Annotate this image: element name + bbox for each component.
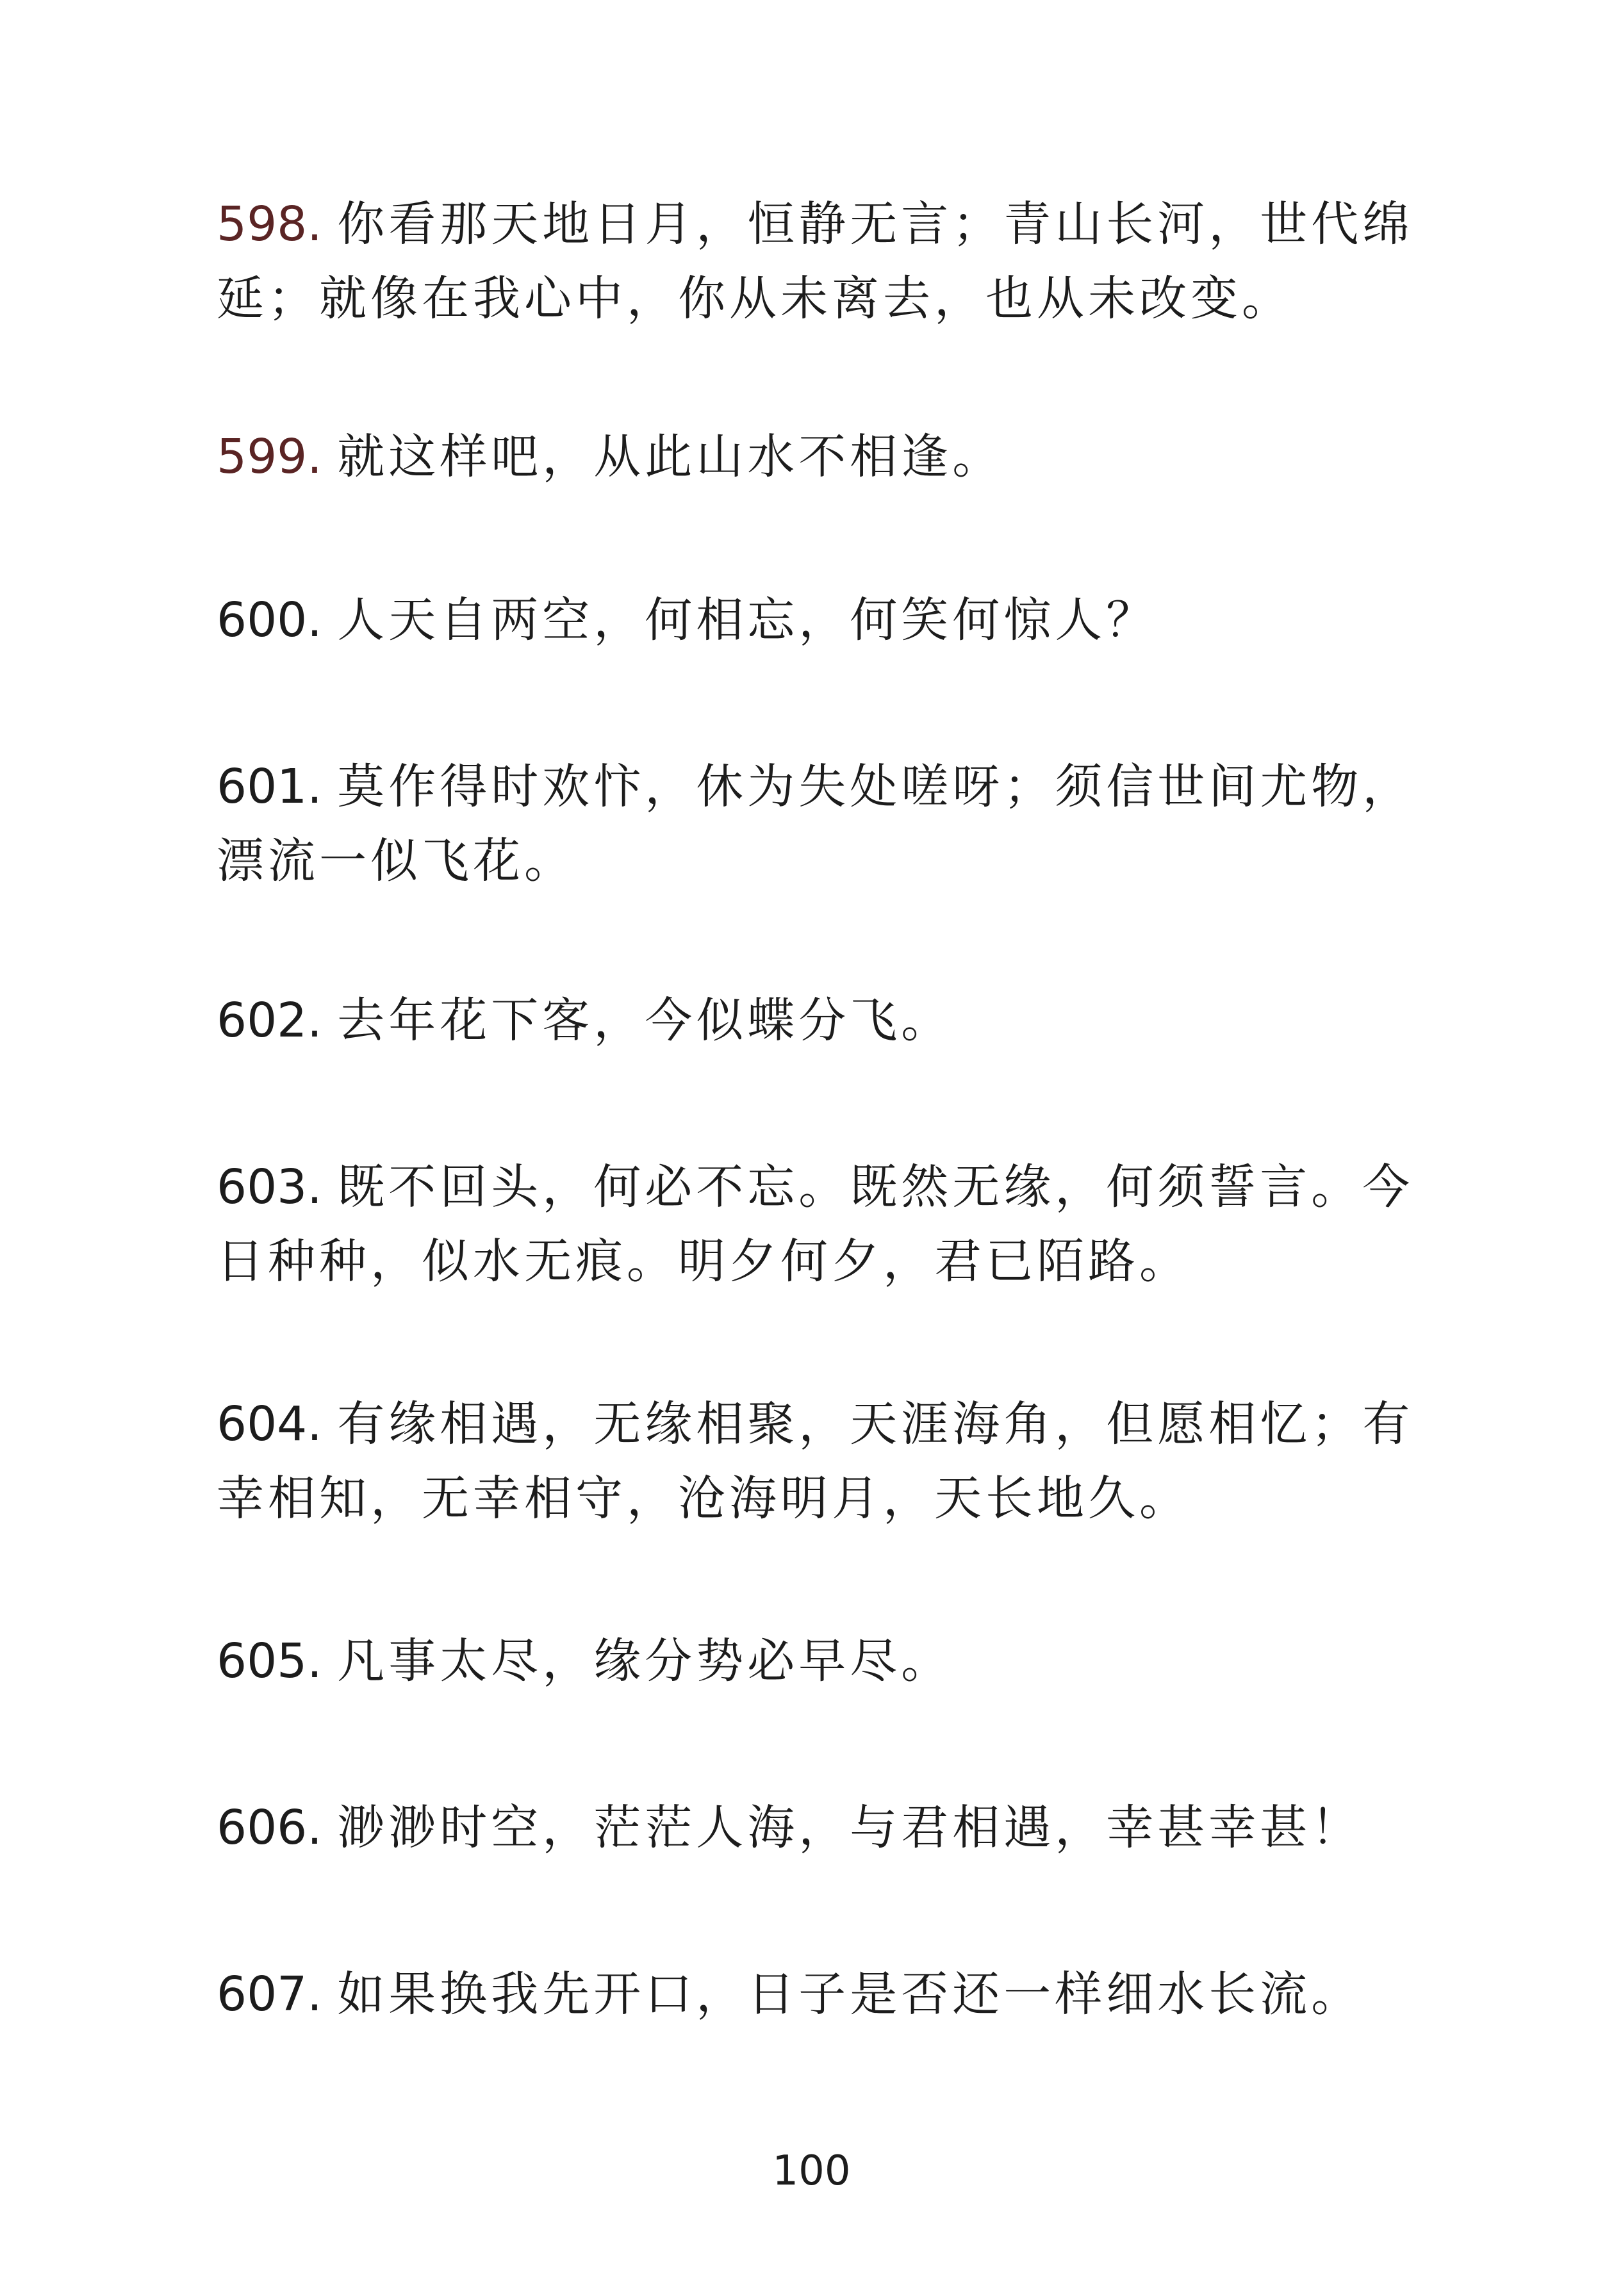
entry-number: 599. bbox=[217, 429, 338, 484]
entry-607 bbox=[217, 1957, 1434, 2031]
entry-text: 你看那天地日月，恒静无言；青山长河，世代绵延；就像在我心中，你从未离去，也从未改变。 bbox=[217, 197, 1414, 326]
entry-599 bbox=[217, 420, 1434, 494]
entry-606 bbox=[217, 1791, 1434, 1865]
entry-605 bbox=[217, 1624, 1434, 1698]
entry-603 bbox=[217, 1150, 1434, 1299]
entry-number: 603. bbox=[217, 1160, 338, 1215]
entry-number: 598. bbox=[217, 197, 338, 252]
entry-text: 有缘相遇，无缘相聚，天涯海角，但愿相忆；有幸相知，无幸相守，沧海明月，天长地久。 bbox=[217, 1397, 1414, 1526]
entry-text: 凡事太尽，缘分势必早尽。 bbox=[337, 1634, 953, 1689]
entry-text: 既不回头，何必不忘。既然无缘，何须誓言。今日种种，似水无痕。明夕何夕，君已陌路。 bbox=[217, 1160, 1414, 1289]
entry-number: 601. bbox=[217, 759, 338, 814]
page-number: 100 bbox=[772, 2147, 851, 2195]
entry-number: 607. bbox=[217, 1967, 338, 2022]
entry-number: 606. bbox=[217, 1800, 338, 1855]
entry-text: 去年花下客，今似蝶分飞。 bbox=[337, 993, 953, 1048]
entry-601 bbox=[217, 750, 1434, 898]
entry-number: 600. bbox=[217, 593, 338, 648]
entry-602 bbox=[217, 983, 1434, 1058]
entry-598 bbox=[217, 187, 1434, 336]
entry-text: 就这样吧，从此山水不相逢。 bbox=[337, 429, 1004, 484]
entry-number: 605. bbox=[217, 1634, 338, 1689]
entry-text: 莫作得时欢忭，休为失处嗟呀；须信世间尤物，漂流一似飞花。 bbox=[217, 759, 1414, 889]
entry-text: 人天自两空，何相忘，何笑何惊人？ bbox=[337, 593, 1158, 648]
entry-600 bbox=[217, 583, 1434, 657]
entry-number: 604. bbox=[217, 1397, 338, 1452]
entry-text: 如果换我先开口，日子是否还一样细水长流。 bbox=[337, 1967, 1363, 2022]
entry-604 bbox=[217, 1387, 1434, 1536]
entry-text: 渺渺时空，茫茫人海，与君相遇，幸甚幸甚！ bbox=[337, 1800, 1363, 1855]
entry-number: 602. bbox=[217, 993, 338, 1048]
